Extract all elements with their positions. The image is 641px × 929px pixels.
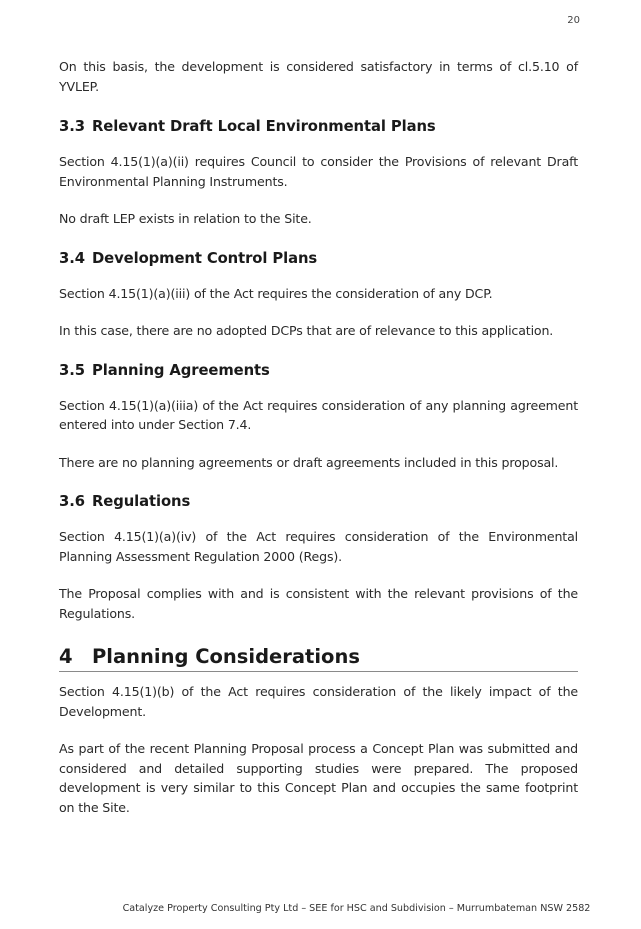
paragraph: In this case, there are no adopted DCPs that are of relevance to this application. (59, 323, 554, 338)
section-number: 3.6 (59, 493, 85, 510)
page-footer (0, 903, 641, 914)
chapter-title: Planning Considerations (92, 645, 360, 668)
section-number: 3.4 (59, 249, 85, 267)
section-number: 3.5 (59, 361, 85, 379)
chapter-number: 4 (59, 645, 73, 668)
paragraph: Section 4.15(1)(a)(iii) of the Act requires the consideration of any DCP. (59, 285, 493, 301)
section-heading-3-6 (59, 493, 578, 510)
paragraph: Section 4.15(1)(a)(iv) of the Act requires consideration of the Environmental Planning Assessment Regulation 2000 (Regs). (59, 529, 578, 564)
section-title: Regulations (92, 493, 191, 510)
section-title: Relevant Draft Local Environmental Plans (92, 118, 436, 135)
paragraph: Section 4.15(1)(b) of the Act requires consideration of the likely impact of the Development. (59, 684, 578, 719)
paragraph: There are no planning agreements or draft agreements included in this proposal. (59, 454, 559, 470)
intro-paragraph: On this basis, the development is considered satisfactory in terms of cl.5.10 of YVLEP. (59, 59, 578, 94)
section-title: Planning Agreements (92, 361, 270, 379)
section-heading-3-4 (59, 250, 578, 267)
paragraph: No draft LEP exists in relation to the Site. (59, 211, 312, 226)
chapter-heading-4 (59, 645, 578, 672)
page-number: 20 (567, 15, 580, 26)
paragraph: As part of the recent Planning Proposal process a Concept Plan was submitted and considered and detailed supporting studies were prepared. The proposed development is very similar to this Concept Plan and occupies the same footprint on the Site. (59, 741, 578, 815)
section-title: Development Control Plans (92, 249, 318, 267)
paragraph: The Proposal complies with and is consistent with the relevant provisions of the Regulations. (59, 586, 578, 621)
footer-text: Catalyze Property Consulting Pty Ltd – SEE for HSC and Subdivision – Murrumbateman NSW 2582 (122, 903, 591, 914)
section-number: 3.3 (59, 118, 85, 135)
paragraph: Section 4.15(1)(a)(ii) requires Council to consider the Provisions of relevant Draft Environmental Planning Instruments. (59, 154, 578, 189)
section-heading-3-5 (59, 362, 578, 379)
paragraph: Section 4.15(1)(a)(iiia) of the Act requires consideration of any planning agreement entered into under Section 7.4. (59, 397, 578, 432)
document-body (59, 57, 578, 817)
section-heading-3-3 (59, 118, 578, 135)
